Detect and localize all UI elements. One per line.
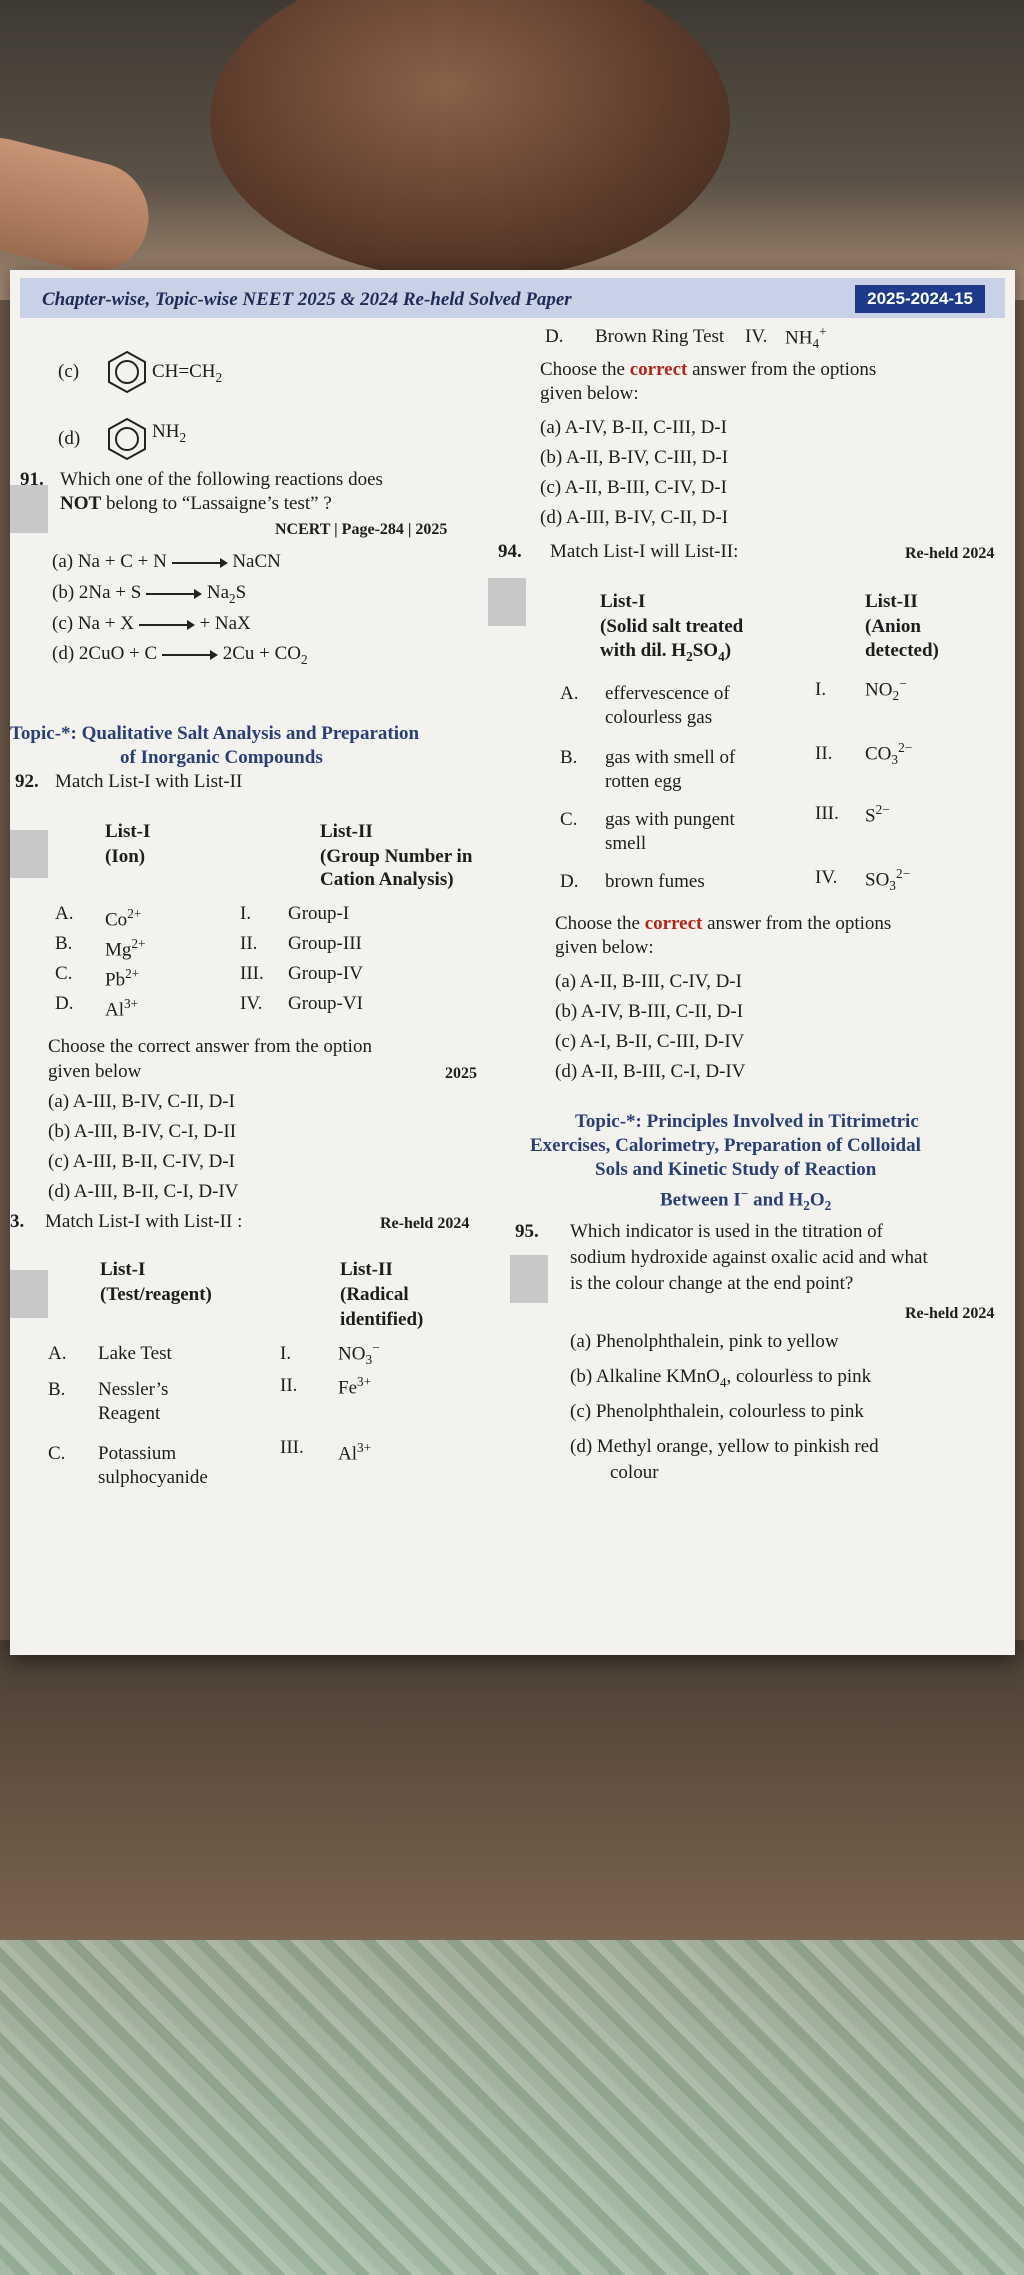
q94-row-roman: IV. xyxy=(815,867,838,888)
q92-option-b: (b) A-III, B-IV, C-I, D-II xyxy=(48,1121,237,1142)
q94-row-roman: I. xyxy=(815,679,827,700)
q92-row-key: D. xyxy=(55,993,74,1014)
question-marker xyxy=(510,1255,548,1303)
q94-row-key: A. xyxy=(560,683,579,704)
q93-list2-heading: List-II xyxy=(340,1259,393,1280)
q94-row-observation: brown fumes xyxy=(605,871,705,892)
q95-option-b: (b) Alkaline KMnO$_4$, colourless to pink xyxy=(570,1366,872,1390)
q93-row-test: Nessler’s xyxy=(98,1379,169,1400)
q92-row-roman: IV. xyxy=(240,993,263,1014)
q93-option-b: (b) A-II, B-IV, C-III, D-I xyxy=(540,447,729,468)
benzene-ring-icon xyxy=(105,417,149,461)
q93-row-roman: III. xyxy=(280,1437,304,1458)
reaction-arrow xyxy=(172,558,228,568)
exam-page xyxy=(10,270,1015,1655)
cloth-pattern xyxy=(0,1940,1024,2275)
q92-row-roman: I. xyxy=(240,903,252,924)
q95-number: 95. xyxy=(515,1221,539,1242)
q94-list2-subheading2: detected) xyxy=(865,640,939,661)
q93-text: Match List-I with List-II : xyxy=(45,1211,243,1232)
q91-text-line1: Which one of the following reactions does xyxy=(60,469,383,490)
q94-row-observation-cont: rotten egg xyxy=(605,771,682,792)
q92-option-d: (d) A-III, B-II, C-I, D-IV xyxy=(48,1181,239,1202)
q92-list2-subheading: (Group Number in xyxy=(320,846,473,867)
topic-heading-line2: Exercises, Calorimetry, Preparation of Colloidal xyxy=(530,1135,921,1156)
q92-option-a: (a) A-III, B-IV, C-II, D-I xyxy=(48,1091,235,1112)
header-title: Chapter-wise, Topic-wise NEET 2025 & 2024 Re-held Solved Paper xyxy=(42,289,572,310)
q91-text-line2: NOT belong to “Lassaigne’s test” ? xyxy=(60,493,332,514)
q94-row-key: B. xyxy=(560,747,578,768)
q92-instruction: Choose the correct answer from the option xyxy=(48,1036,372,1057)
q94-row-roman: II. xyxy=(815,743,833,764)
q93-row-test: Brown Ring Test xyxy=(595,326,725,347)
q94-instruction: Choose the correct answer from the options xyxy=(555,913,892,934)
q93-row-test: Lake Test xyxy=(98,1343,172,1364)
question-marker xyxy=(10,1270,48,1318)
q91-option-a: (a) Na + C + N NaCN xyxy=(52,551,281,572)
q94-text: Match List-I will List-II: xyxy=(550,541,739,562)
q94-option-d: (d) A-II, B-III, C-I, D-IV xyxy=(555,1061,746,1082)
header-code: 2025-2024-15 xyxy=(855,285,985,313)
q93-row-radical: $NH_4^+$ xyxy=(785,324,827,352)
q92-row-ion: $Co^{2+}$ xyxy=(105,906,142,931)
q93-option-a: (a) A-IV, B-II, C-III, D-I xyxy=(540,417,727,438)
q92-row-group: Group-III xyxy=(288,933,362,954)
q95-option-c: (c) Phenolphthalein, colourless to pink xyxy=(570,1401,864,1422)
q93-row-key: B. xyxy=(48,1379,66,1400)
q94-row-observation-cont: smell xyxy=(605,833,647,854)
q92-row-ion: $Al^{3+}$ xyxy=(105,996,139,1021)
q93-row-test-cont: sulphocyanide xyxy=(98,1467,208,1488)
q92-row-group: Group-I xyxy=(288,903,350,924)
q93-instruction: Choose the correct answer from the options xyxy=(540,359,877,380)
q95-text-line2: sodium hydroxide against oxalic acid and what xyxy=(570,1247,928,1268)
question-marker xyxy=(10,830,48,878)
q93-option-d: (d) A-III, B-IV, C-II, D-I xyxy=(540,507,729,528)
q91-option-c: (c) Na + X + NaX xyxy=(52,613,251,634)
q90-option-c-label: (c) xyxy=(58,361,80,382)
question-marker xyxy=(488,578,526,626)
q94-list2-subheading: (Anion xyxy=(865,616,921,637)
q93-row-radical: $Fe^{3+}$ xyxy=(338,1374,372,1399)
q95-option-d: (d) Methyl orange, yellow to pinkish red xyxy=(570,1436,879,1457)
q91-option-d: (d) 2CuO + C $2Cu + CO_2$ xyxy=(52,643,308,667)
q93-row-key: C. xyxy=(48,1443,66,1464)
topic-heading-line1: Topic-*: Principles Involved in Titrimetric xyxy=(575,1111,919,1132)
q92-option-c: (c) A-III, B-II, C-IV, D-I xyxy=(48,1151,235,1172)
q95-text-line1: Which indicator is used in the titration of xyxy=(570,1221,883,1242)
q92-number: 92. xyxy=(15,771,39,792)
q93-row-roman: I. xyxy=(280,1343,292,1364)
q94-row-observation-cont: colourless gas xyxy=(605,707,713,728)
reaction-arrow xyxy=(162,650,218,660)
q93-row-test-cont: Reagent xyxy=(98,1403,161,1424)
q93-list2-subheading2: identified) xyxy=(340,1309,424,1330)
q94-option-a: (a) A-II, B-III, C-IV, D-I xyxy=(555,971,742,992)
topic-heading-line4: Between I− and $H_2O_2$ xyxy=(660,1186,832,1214)
q94-row-anion: $CO_3^{2-}$ xyxy=(865,740,913,768)
q93-tag: Re-held 2024 xyxy=(380,1215,470,1232)
q94-list1-subheading: (Solid salt treated xyxy=(600,616,744,637)
q94-number: 94. xyxy=(498,541,522,562)
q94-row-roman: III. xyxy=(815,803,839,824)
q92-year: 2025 xyxy=(445,1065,477,1082)
q92-row-ion: $Mg^{2+}$ xyxy=(105,936,146,961)
q95-option-a: (a) Phenolphthalein, pink to yellow xyxy=(570,1331,839,1352)
q92-row-key: B. xyxy=(55,933,73,954)
q92-given: given below xyxy=(48,1061,142,1082)
q94-list2-heading: List-II xyxy=(865,591,918,612)
q92-row-group: Group-VI xyxy=(288,993,363,1014)
q94-row-anion: $S^{2-}$ xyxy=(865,802,890,827)
q93-list1-heading: List-I xyxy=(100,1259,146,1280)
q93-row-roman: II. xyxy=(280,1375,298,1396)
q94-row-key: D. xyxy=(560,871,579,892)
q95-text-line3: is the colour change at the end point? xyxy=(570,1273,854,1294)
page-header xyxy=(20,278,1005,318)
q92-row-group: Group-IV xyxy=(288,963,363,984)
q92-list2-heading: List-II xyxy=(320,821,373,842)
reaction-arrow xyxy=(146,589,202,599)
q92-row-roman: II. xyxy=(240,933,258,954)
q95-tag: Re-held 2024 xyxy=(905,1305,995,1322)
q94-list1-heading: List-I xyxy=(600,591,646,612)
q94-row-anion: $NO_2^-$ xyxy=(865,676,907,704)
q91-number: 91. xyxy=(20,469,44,490)
q91-option-b: (b) 2Na + S $Na_2S$ xyxy=(52,582,247,606)
q93-number: 3. xyxy=(10,1211,25,1232)
q94-option-c: (c) A-I, B-II, C-III, D-IV xyxy=(555,1031,745,1052)
q94-tag: Re-held 2024 xyxy=(905,545,995,562)
q93-option-c: (c) A-II, B-III, C-IV, D-I xyxy=(540,477,727,498)
q92-list2-subheading2: Cation Analysis) xyxy=(320,869,454,890)
q90-option-d-group: $NH_2$ xyxy=(152,421,187,445)
q93-list2-subheading: (Radical xyxy=(340,1284,409,1305)
q90-option-d-label: (d) xyxy=(58,428,81,449)
q93-row-radical: $Al^{3+}$ xyxy=(338,1440,372,1465)
q92-row-ion: $Pb^{2+}$ xyxy=(105,966,140,991)
benzene-ring-icon xyxy=(105,350,149,394)
q91-reference: NCERT | Page-284 | 2025 xyxy=(275,521,448,538)
topic-heading-line3: Sols and Kinetic Study of Reaction xyxy=(595,1159,877,1180)
q94-row-observation: gas with smell of xyxy=(605,747,736,768)
q93-row-key: A. xyxy=(48,1343,67,1364)
q93-given: given below: xyxy=(540,383,639,404)
q92-row-key: C. xyxy=(55,963,73,984)
q94-row-anion: $SO_3^{2-}$ xyxy=(865,866,911,894)
q93-row-roman: IV. xyxy=(745,326,768,347)
q92-list1-subheading: (Ion) xyxy=(105,846,146,867)
q93-row-test: Potassium xyxy=(98,1443,177,1464)
q92-row-roman: III. xyxy=(240,963,264,984)
q92-list1-heading: List-I xyxy=(105,821,151,842)
q94-row-key: C. xyxy=(560,809,578,830)
q94-row-observation: effervescence of xyxy=(605,683,730,704)
topic-heading-line2: of Inorganic Compounds xyxy=(120,747,323,768)
question-marker xyxy=(10,485,48,533)
q94-list1-subheading2: with dil. $H_2SO_4$) xyxy=(600,640,732,664)
q92-text: Match List-I with List-II xyxy=(55,771,243,792)
q95-option-d-cont: colour xyxy=(610,1462,659,1483)
q92-row-key: A. xyxy=(55,903,74,924)
q93-row-key: D. xyxy=(545,326,564,347)
topic-heading-line1: Topic-*: Qualitative Salt Analysis and Preparation xyxy=(10,723,420,744)
reaction-arrow xyxy=(139,620,195,630)
q93-row-radical: $NO_3^-$ xyxy=(338,1340,380,1368)
q94-row-observation: gas with pungent xyxy=(605,809,735,830)
q93-list1-subheading: (Test/reagent) xyxy=(100,1284,212,1305)
q94-option-b: (b) A-IV, B-III, C-II, D-I xyxy=(555,1001,744,1022)
q94-given: given below: xyxy=(555,937,654,958)
q90-option-c-group: $CH=CH_2$ xyxy=(152,361,223,385)
